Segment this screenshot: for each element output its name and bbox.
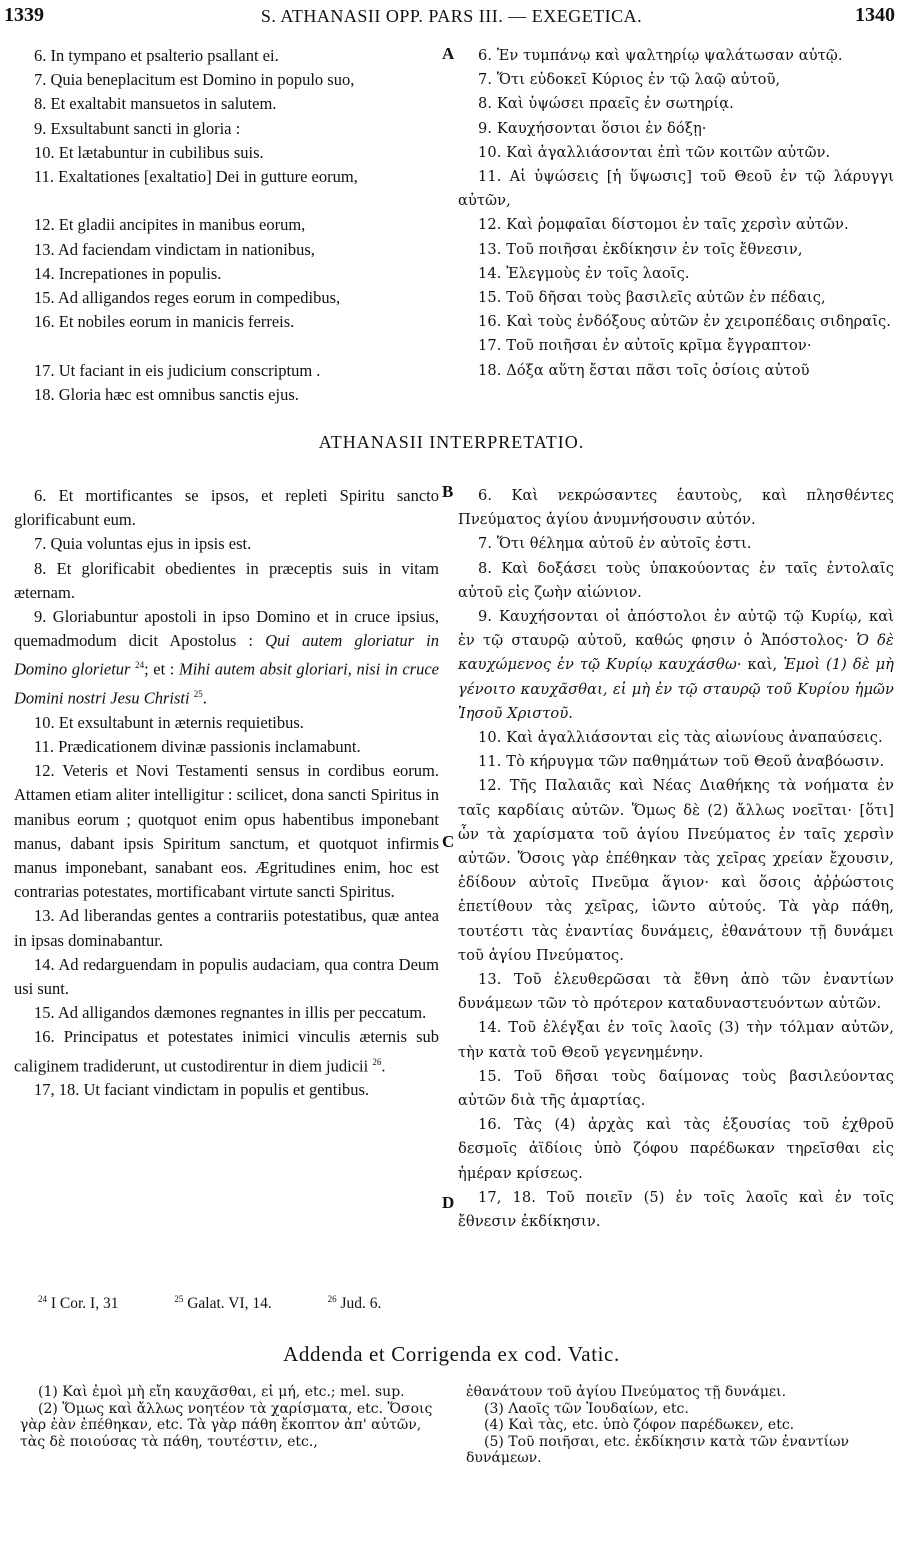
interpretation-greek-column	[458, 484, 894, 1234]
margin-marker-c: C	[442, 832, 455, 851]
note-ref: 24	[135, 660, 145, 671]
paragraph: 10. Et exsultabunt in æternis requietibus.	[34, 712, 304, 732]
interpretation-latin-column	[14, 484, 439, 1103]
verse: 17. Ut faciant in eis judicium conscriptum .	[34, 360, 321, 380]
paragraph: 17, 18. Ut faciant vindictam in populis et gentibus.	[34, 1080, 369, 1100]
paragraph: 6. Et mortificantes se ipsos, et repleti Spiritu sancto glorificabunt eum.	[14, 486, 439, 530]
section-title: ATHANASII INTERPRETATIO.	[318, 432, 585, 452]
running-title: S. ATHANASII OPP. PARS III. — EXEGETICA.	[260, 6, 643, 26]
addendum: ἐθανάτουν τοῦ ἁγίου Πνεύματος τῇ δυνάμει.	[466, 1384, 787, 1400]
paragraph: 12. Τῆς Παλαιᾶς καὶ Νέας Διαθήκης τὰ νοήματα ἐν ταῖς καρδίαις αὐτῶν. Ὅμως δὲ (2) ἄλλως νοεῖται· [ὅτι] ὧν τὰ χαρίσματα τοῦ ἁγίου Πνεύματος ἐν ταῖς χερσὶν αὐτῶν. Ὅσοις γὰρ ἐπέθηκαν τὰς χεῖρας χρείαν ἔχουσιν, ἐδίδουν αὐτοῖς Πνεῦμα ἅγιον· καὶ ὅσοις ἀῤῥώστοις ἐπετίθουν τὰς χεῖρας, ἰῶντο αὐτούς. Τὰ γὰρ πάθη, τουτέστι τὰς ἐναντίας δυνάμεις, ἐθανάτουν τῇ δυνάμει τοῦ ἁγίου Πνεύματος.	[458, 777, 894, 964]
footnote-number: 26	[327, 1294, 337, 1304]
margin-marker-b: B	[442, 482, 454, 501]
quotation: Ἐμοὶ (1) δὲ μὴ γένοιτο καυχᾶσθαι, εἰ μὴ ἐν τῷ σταυρῷ τοῦ Κυρίου ἡμῶν Ἰησοῦ Χριστοῦ.	[458, 656, 894, 722]
footnote	[174, 1295, 297, 1312]
verse: 13. Τοῦ ποιῆσαι ἐκδίκησιν ἐν τοῖς ἔθνεσιν,	[478, 240, 803, 258]
verse: 14. Ἐλεγμοὺς ἐν τοῖς λαοῖς.	[478, 264, 690, 282]
paragraph: 11. Prædicationem divinæ passionis inclamabunt.	[34, 737, 361, 757]
addenda-title: Addenda et Corrigenda ex cod. Vatic.	[283, 1342, 620, 1366]
paragraph: 17, 18. Τοῦ ποιεῖν (5) ἐν τοῖς λαοῖς καὶ ἐν τοῖς ἔθνεσιν ἐκδίκησιν.	[458, 1188, 894, 1231]
margin-marker-a: A	[442, 44, 455, 63]
paragraph-text: · καὶ,	[736, 656, 778, 674]
paragraph: 15. Ad alligandos dæmones regnantes in illis per peccatum.	[34, 1003, 427, 1023]
footnote-text: Galat. VI, 14.	[187, 1295, 272, 1313]
paragraph: 9. Gloriabuntur apostoli in ipso Domino et in cruce ipsius, quemadmodum dicit Apostolus : Qui autem gloriatur in Domino glorietur $^{24}$; et : Mihi autem absit gloriari, nisi in cruce Domini nostri Jesu Christi $^{25}$.	[14, 607, 440, 708]
footnotes	[38, 1294, 433, 1313]
paragraph: 16. Principatus et potestates inimici vinculis æternis sub caliginem tradiderunt, ut custodirentur in diem judicii $^{26}$.	[14, 1027, 439, 1076]
quotation: Ὁ δὲ καυχώμενος ἐν τῷ Κυρίῳ καυχάσθω	[458, 632, 894, 674]
paragraph: 10. Καὶ ἀγαλλιάσονται εἰς τὰς αἰωνίους ἀναπαύσεις.	[478, 729, 883, 747]
verse: 16. Et nobiles eorum in manicis ferreis.	[34, 312, 295, 332]
paragraph: 8. Et glorificabit obedientes in præceptis suis in vitam æternam.	[14, 558, 439, 602]
verse: 14. Increpationes in populis.	[34, 263, 222, 283]
page-number-left: 1339	[4, 4, 44, 26]
paragraph-text: 16. Principatus et potestates inimici vinculis æternis sub caliginem tradiderunt, ut custodirentur in diem judicii	[14, 1027, 439, 1076]
verse: 7. Ὅτι εὐδοκεῖ Κύριος ἐν τῷ λαῷ αὐτοῦ,	[478, 71, 781, 89]
verse: 18. Gloria hæc est omnibus sanctis ejus.	[34, 384, 299, 404]
paragraph-text: 9. Καυχήσονται οἱ ἀπόστολοι ἐν αὐτῷ τῷ Κυρίῳ, καὶ ἐν τῷ σταυρῷ αὐτοῦ, καθώς φησιν ὁ Ἀπόστολος·	[458, 608, 894, 650]
psalm-greek-column	[458, 44, 894, 383]
verse: 15. Ad alligandos reges eorum in compedibus,	[34, 288, 341, 308]
verse: 6. Ἐν τυμπάνῳ καὶ ψαλτηρίῳ ψαλάτωσαν αὐτῷ.	[478, 47, 843, 64]
addendum: (1) Καὶ ἐμοὶ μὴ εἴη καυχᾶσθαι, εἰ μή, etc.; mel. sup.	[38, 1384, 405, 1400]
addenda-right-column	[466, 1384, 886, 1467]
footnote-number: 24	[38, 1294, 47, 1304]
psalm-latin-column	[14, 44, 439, 407]
note-ref: 25	[193, 689, 203, 700]
paragraph: 14. Τοῦ ἐλέγξαι ἐν τοῖς λαοῖς (3) τὴν τόλμαν αὐτῶν, τὴν κατὰ τοῦ Θεοῦ γεγενημένην.	[458, 1019, 894, 1061]
page-header	[4, 4, 899, 30]
verse: 10. Καὶ ἀγαλλιάσονται ἐπὶ τῶν κοιτῶν αὐτῶν.	[478, 143, 831, 161]
paragraph: 8. Καὶ δοξάσει τοὺς ὑπακούοντας ἐν ταῖς ἐντολαῖς αὐτοῦ εἰς ζωὴν αἰώνιον.	[458, 559, 894, 601]
note-ref: 26	[372, 1056, 382, 1067]
verse: 11. Αἱ ὑψώσεις [ἡ ὕψωσις] τοῦ Θεοῦ ἐν τῷ λάρυγγι αὐτῶν,	[458, 168, 894, 210]
addendum: (3) Λαοῖς τῶν Ἰουδαίων, etc.	[484, 1400, 689, 1417]
paragraph: 13. Ad liberandas gentes a contrariis potestatibus, quæ antea in ipsas dominabantur.	[14, 906, 439, 950]
paragraph: 6. Καὶ νεκρώσαντες ἑαυτοὺς, καὶ πλησθέντες Πνεύματος ἁγίου ἀνυμνήσουσιν αὐτόν.	[458, 487, 894, 529]
verse: 9. Exsultabunt sancti in gloria :	[34, 118, 241, 138]
verse: 9. Καυχήσονται ὅσιοι ἐν δόξῃ·	[478, 119, 707, 137]
verse: 10. Et lætabuntur in cubilibus suis.	[34, 142, 264, 162]
verse: 15. Τοῦ δῆσαι τοὺς βασιλεῖς αὐτῶν ἐν πέδαις,	[478, 289, 826, 307]
paragraph: 12. Veteris et Novi Testamenti sensus in cordibus eorum. Attamen etiam aliter intelligitur : scilicet, dona sancti Spiritus in manibus eorum ; quotquot enim opus habentibus imponebant manus, dabant ipsis Spiritum sanctum, et quotquot infirmis manus imponebant, sanabant eos. Ægritudines enim, hoc est contrarias potestates, mortificabant virtute sancti Spiritus.	[14, 761, 439, 902]
margin-marker-d: D	[442, 1193, 455, 1212]
quotation: Qui autem gloriatur in Domino glorietur	[14, 631, 440, 679]
verse: 17. Τοῦ ποιῆσαι ἐν αὐτοῖς κρῖμα ἔγγραπτον·	[478, 337, 812, 355]
footnote	[328, 1295, 408, 1312]
verse: 18. Δόξα αὕτη ἔσται πᾶσι τοῖς ὁσίοις αὐτοῦ	[478, 361, 810, 379]
paragraph-text: ; et :	[144, 659, 175, 679]
verse: 8. Καὶ ὑψώσει πραεῖς ἐν σωτηρίᾳ.	[478, 95, 734, 113]
footnote-text: Jud. 6.	[340, 1295, 382, 1313]
verse: 12. Et gladii ancipites in manibus eorum,	[34, 215, 306, 235]
paragraph-text: 9. Gloriabuntur apostoli in ipso Domino et in cruce ipsius, quemadmodum dicit Apostolus :	[14, 607, 439, 651]
verse: 12. Καὶ ῥομφαῖαι δίστομοι ἐν ταῖς χερσὶν αὐτῶν.	[478, 216, 849, 234]
paragraph: 7. Ὅτι θέλημα αὐτοῦ ἐν αὐτοῖς ἐστι.	[478, 535, 752, 553]
paragraph: 11. Τὸ κήρυγμα τῶν παθημάτων τοῦ Θεοῦ ἀναβόωσιν.	[478, 753, 885, 771]
verse: 6. In tympano et psalterio psallant ei.	[34, 46, 279, 65]
addendum: (4) Καὶ τὰς, etc. ὑπὸ ζόφον παρέδωκεν, etc.	[484, 1417, 795, 1434]
footnote-number: 25	[174, 1294, 184, 1304]
page-number-right: 1340	[855, 4, 895, 26]
footnote-text: I Cor. I, 31	[50, 1295, 119, 1313]
paragraph	[458, 605, 894, 726]
verse: 16. Καὶ τοὺς ἐνδόξους αὐτῶν ἐν χειροπέδαις σιδηραῖς.	[478, 313, 892, 331]
addendum: (5) Τοῦ ποιῆσαι, etc. ἐκδίκησιν κατὰ τῶν ἐναντίων δυνάμεων.	[466, 1433, 850, 1467]
paragraph: 14. Ad redarguendam in populis audaciam, qua contra Deum usi sunt.	[14, 954, 439, 999]
paragraph: 7. Quia voluntas ejus in ipsis est.	[34, 534, 252, 554]
paragraph: 15. Τοῦ δῆσαι τοὺς δαίμονας τοὺς βασιλεύοντας αὐτῶν διὰ τῆς ἁμαρτίας.	[458, 1067, 894, 1110]
paragraph: 13. Τοῦ ἐλευθερῶσαι τὰ ἔθνη ἀπὸ τῶν ἐναντίων δυνάμεων τῶν τὸ πρότερον καταδυναστευόντων αὐτῶν.	[458, 971, 894, 1013]
paragraph: 16. Τὰς (4) ἀρχὰς καὶ τὰς ἐξουσίας τοῦ ἐχθροῦ δεσμοῖς ἀϊδίοις ὑπὸ ζόφου παρέδωκαν τηρεῖσθαι εἰς ἡμέραν κρίσεως.	[458, 1116, 894, 1182]
verse: 7. Quia beneplacitum est Domino in populo suo,	[34, 70, 355, 90]
verse: 8. Et exaltabit mansuetos in salutem.	[34, 94, 277, 114]
addenda-left-column	[20, 1384, 445, 1450]
footnote	[38, 1295, 144, 1312]
verse: 11. Exaltationes [exaltatio] Dei in gutture eorum,	[34, 167, 358, 187]
verse: 13. Ad faciendam vindictam in nationibus,	[34, 239, 315, 259]
quotation: Mihi autem absit gloriari, nisi in cruce Domini nostri Jesu Christi	[14, 659, 439, 708]
addendum: (2) Ὅμως καὶ ἄλλως νοητέον τὰ χαρίσματα, etc. Ὅσοις γὰρ ἐὰν ἐπέθηκαν, etc. Τὰ γὰρ πάθη ἔκοπτον ἀπ' αὐτῶν, τὰς δὲ ποιούσας τὰ πάθη, τουτέστιν, etc.,	[20, 1400, 433, 1450]
